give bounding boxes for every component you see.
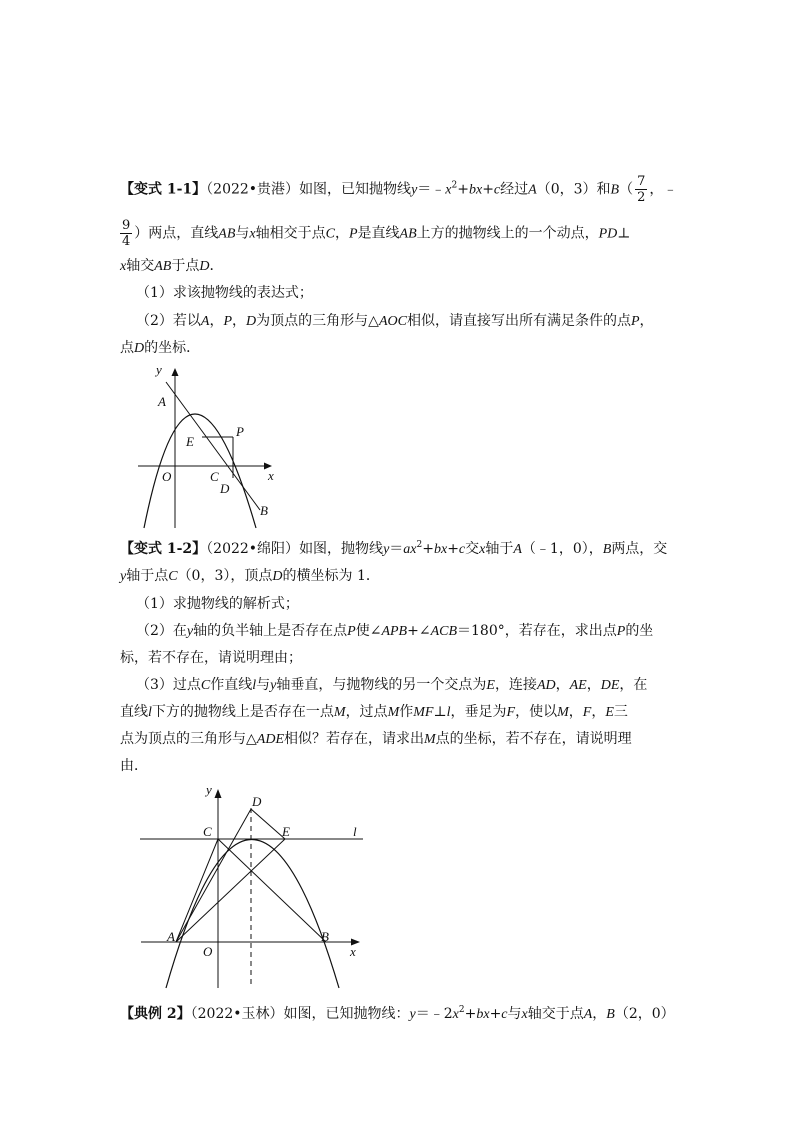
text-run: 点 [120, 340, 134, 356]
text-run: ）两点，直线 [134, 225, 219, 242]
math-symbol: l [148, 705, 152, 720]
text-run: ⊥ [433, 704, 447, 720]
text-run: 经过 [500, 181, 529, 198]
text-run: 使∠ [355, 623, 382, 639]
text-run: 点为顶点的三角形与△ [120, 731, 257, 747]
label-x: x [350, 944, 356, 959]
label-p: P [236, 424, 244, 439]
text-run: 4 [122, 234, 131, 249]
math-symbol: AB [154, 259, 172, 274]
text-run: + [489, 1006, 502, 1022]
text-run: ⊥ [617, 225, 631, 242]
text-run: 直线 [120, 704, 148, 720]
math-symbol: ADE [256, 732, 284, 747]
math-symbol: M [387, 705, 400, 720]
math-symbol: C [168, 569, 178, 584]
math-symbol: D [246, 314, 257, 329]
text-run: 作直线 [210, 677, 253, 693]
text-run: 与 [235, 225, 250, 242]
text-run: （﹣1，0）， [521, 541, 603, 557]
text-run: （0，3）和 [536, 181, 611, 198]
math-symbol: c [501, 1007, 508, 1022]
fraction-7-2 [635, 174, 647, 205]
text-run: 如图，抛物线 [299, 541, 384, 557]
math-symbol: x [452, 1007, 459, 1022]
math-symbol: APB [381, 624, 408, 639]
problem-1-1-question-2 [136, 311, 696, 332]
label-e: E [186, 434, 194, 449]
text-run: ． [209, 258, 224, 274]
math-symbol: F [582, 705, 592, 720]
math-symbol: l [446, 705, 451, 720]
text-run: ，在 [619, 677, 648, 693]
text-run: 上方的抛物线上的一个动点， [416, 225, 599, 242]
y-axis-arrow [172, 368, 179, 376]
segment-de [251, 809, 285, 839]
label-c: C [203, 824, 212, 839]
label-b: B [260, 503, 268, 518]
text-run: 是直线 [357, 225, 400, 242]
math-symbol: y [186, 624, 194, 639]
label-x: x [268, 468, 274, 483]
text-run: 轴交于点 [527, 1006, 584, 1022]
text-run: 交 [465, 541, 480, 557]
text-run: （2022•玉林） [190, 1006, 284, 1022]
text-run: ， [586, 677, 601, 693]
problem-tag: 【变式 1-1】 [120, 181, 207, 198]
math-symbol: D [134, 341, 145, 356]
math-symbol: MF [413, 705, 434, 720]
label-l: l [353, 824, 357, 839]
fraction-9-4 [120, 218, 132, 249]
problem-1-2-question-1: （1）求抛物线的解析式； [136, 596, 299, 612]
text-run: （2）在 [136, 623, 187, 639]
label-o: O [162, 469, 172, 484]
math-symbol: 2 [416, 540, 423, 550]
math-symbol: x [445, 182, 452, 198]
problem-1-1-line-2 [120, 218, 680, 249]
text-run: 2 [637, 190, 646, 205]
math-symbol: P [630, 314, 640, 329]
problem-tag: 【变式 1-2】 [120, 541, 207, 557]
math-symbol: E [486, 678, 495, 693]
text-run: ，垂足为 [450, 704, 507, 720]
text-run: 点的坐标，若不存在，请说明理 [435, 731, 632, 747]
label-d: D [220, 481, 230, 496]
text-run: 如图，已知抛物线： [283, 1006, 410, 1022]
text-run: ＝﹣ [417, 181, 446, 198]
text-run: 相似？若存在，请求出 [284, 731, 424, 747]
math-symbol: D [199, 259, 210, 274]
text-run: （2，0） [614, 1006, 675, 1022]
math-symbol: C [325, 226, 335, 242]
text-run: 作 [399, 704, 414, 720]
math-symbol: A [528, 182, 537, 198]
math-symbol: C [200, 678, 211, 693]
text-run: （2022•绵阳） [206, 541, 300, 557]
math-symbol: y [120, 569, 127, 584]
text-run: 轴相交于点 [255, 225, 326, 242]
math-symbol: AB [399, 226, 417, 242]
segment-ae [176, 839, 285, 942]
text-run: ， [209, 313, 224, 329]
label-e: E [282, 824, 290, 839]
text-run: 与 [256, 677, 271, 693]
math-symbol: y [409, 1007, 416, 1022]
text-run: ， [591, 704, 606, 720]
text-run: ，﹣ [649, 181, 678, 198]
problem-tag: 【典例 2】 [120, 1006, 191, 1022]
text-run: ， [639, 313, 654, 329]
math-symbol: bx [433, 542, 448, 557]
text-run: 轴的负半轴上是否存在点 [193, 623, 348, 639]
math-symbol: y [270, 678, 277, 693]
math-symbol: AE [569, 678, 587, 693]
math-symbol: M [424, 732, 436, 747]
math-symbol: AB [218, 226, 236, 242]
problem-1-2-question-3-cont-3: 由． [120, 758, 148, 774]
label-y: y [156, 362, 162, 377]
figure-2-parabola-graph [135, 780, 375, 990]
problem-1-2-question-3 [136, 675, 696, 696]
text-run: ， [592, 1006, 607, 1022]
example-2-line-1 [120, 1004, 680, 1025]
text-run: ＝﹣2 [415, 1006, 453, 1022]
text-run: 如图，已知抛物线 [299, 181, 412, 198]
text-run: +∠ [407, 623, 431, 639]
segment-ad [176, 809, 251, 942]
math-symbol: M [557, 705, 569, 720]
text-run: ＝ [389, 541, 404, 557]
text-run: 轴于 [485, 541, 514, 557]
math-symbol: 2 [451, 180, 458, 191]
text-run: 9 [122, 218, 131, 233]
math-symbol: P [616, 624, 626, 639]
segment-cb [218, 839, 326, 942]
text-run: 的横坐标为 1． [282, 568, 380, 584]
label-o: O [203, 944, 213, 959]
text-run: 轴于点 [126, 568, 169, 584]
text-run: （2）若以 [136, 313, 201, 329]
math-symbol: A [513, 542, 522, 557]
problem-1-1-line-3 [120, 256, 680, 277]
text-run: （ [619, 181, 634, 198]
problem-1-2-line-2 [120, 566, 680, 587]
text-run: （3）过点 [136, 677, 201, 693]
math-symbol: B [606, 1007, 615, 1022]
text-run: 轴交 [126, 258, 155, 274]
label-y: y [206, 782, 212, 797]
math-symbol: AOC [378, 314, 407, 329]
text-run: ， [555, 677, 570, 693]
math-symbol: y [383, 542, 390, 557]
math-symbol: F [506, 705, 516, 720]
text-run: ＝180°，若存在，求出点 [457, 623, 617, 639]
text-run: ，过点 [345, 704, 388, 720]
math-symbol: D [272, 569, 283, 584]
text-run: + [464, 1006, 477, 1022]
problem-1-2-line-1 [120, 539, 680, 560]
math-symbol: P [347, 624, 356, 639]
text-run: + [447, 541, 459, 557]
text-run: 7 [637, 174, 646, 189]
math-symbol: x [521, 1007, 528, 1022]
text-run: 下方的抛物线上是否存在一点 [151, 704, 334, 720]
math-symbol: DE [600, 678, 620, 693]
text-run: 两点，交 [611, 541, 668, 557]
math-symbol: P [348, 226, 358, 242]
math-symbol: PD [598, 226, 618, 242]
math-symbol: x [479, 542, 486, 557]
math-symbol: P [223, 314, 233, 329]
text-run: 为顶点的三角形与△ [256, 313, 379, 329]
problem-1-2-question-2 [136, 621, 696, 642]
text-run: ， [568, 704, 583, 720]
label-a: A [158, 394, 166, 409]
math-symbol: B [610, 182, 620, 198]
math-symbol: c [458, 542, 466, 557]
problem-source: （2022•贵港） [206, 181, 300, 198]
text-run: + [482, 181, 494, 198]
math-symbol: c [493, 182, 501, 198]
problem-1-1-question-1: （1）求该抛物线的表达式； [136, 285, 313, 301]
math-symbol: ACB [430, 624, 458, 639]
text-run: 的坐标． [144, 340, 201, 356]
math-symbol: M [333, 705, 346, 720]
figure-1-parabola-graph [130, 360, 280, 530]
text-run: + [457, 181, 469, 198]
problem-1-1-question-2-cont [120, 338, 680, 359]
problem-1-2-question-2-cont: 标，若不存在，请说明理由； [120, 650, 302, 666]
label-c: C [210, 469, 219, 484]
text-run: + [422, 541, 434, 557]
segment-ac [176, 839, 218, 942]
label-a: A [167, 929, 175, 944]
label-d: D [252, 794, 262, 809]
text-run: （0，3），顶点 [177, 568, 273, 584]
text-run: 三 [613, 704, 628, 720]
math-symbol: bx [476, 1007, 490, 1022]
math-symbol: A [583, 1007, 593, 1022]
text-run: 相似，请直接写出所有满足条件的点 [406, 313, 631, 329]
math-symbol: 2 [458, 1005, 465, 1015]
text-run: 轴垂直，与抛物线的另一个交点为 [276, 677, 487, 693]
line-ab [166, 382, 260, 510]
text-run: 于点 [171, 258, 200, 274]
math-symbol: B [602, 542, 612, 557]
text-run: 的坐 [625, 623, 654, 639]
text-run: ，使以 [515, 704, 558, 720]
text-run: ， [334, 225, 349, 242]
math-symbol: y [411, 182, 418, 198]
math-symbol: x [249, 226, 256, 242]
problem-1-1-line-1 [120, 174, 680, 205]
math-symbol: l [252, 678, 257, 693]
label-b: B [321, 929, 329, 944]
math-symbol: x [120, 259, 127, 274]
math-symbol: E [605, 705, 614, 720]
text-run: ， [232, 313, 247, 329]
math-symbol: AD [536, 678, 556, 693]
math-symbol: A [200, 314, 210, 329]
y-axis-arrow [215, 789, 222, 798]
math-symbol: ax [403, 542, 417, 557]
math-symbol: bx [468, 182, 483, 198]
text-run: ，连接 [494, 677, 537, 693]
problem-1-2-question-3-cont-2 [120, 729, 680, 750]
text-run: 与 [507, 1006, 522, 1022]
problem-1-2-question-3-cont-1 [120, 702, 680, 723]
